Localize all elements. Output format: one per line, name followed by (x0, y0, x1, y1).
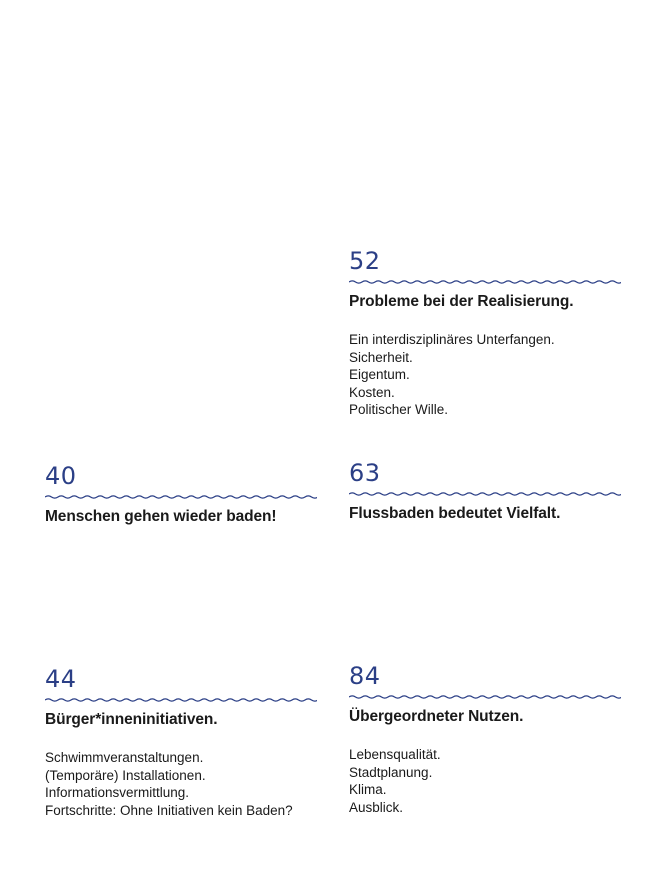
section-title: Probleme bei der Realisierung. (349, 293, 574, 310)
wave-divider (45, 492, 317, 502)
list-item: Fortschritte: Ohne Initiativen kein Baden? (45, 802, 293, 818)
wave-divider (349, 277, 621, 287)
toc-section-40 (45, 464, 317, 526)
list-item: Sicherheit. (349, 349, 413, 365)
list-item: Eigentum. (349, 367, 410, 383)
wave-divider (349, 692, 621, 702)
list-item: Klima. (349, 782, 387, 798)
list-item: (Temporäre) Installationen. (45, 767, 206, 783)
section-title: Übergeordneter Nutzen. (349, 708, 524, 725)
list-item: Ein interdisziplinäres Unterfangen. (349, 332, 555, 347)
section-title: Menschen gehen wieder baden! (45, 508, 277, 525)
section-items (349, 331, 621, 419)
list-item: Stadtplanung. (349, 764, 433, 780)
page-number: 63 (349, 459, 381, 487)
section-items (45, 749, 317, 819)
list-item: Politischer Wille. (349, 402, 449, 418)
wave-path (45, 496, 317, 498)
list-item: Informationsvermittlung. (45, 785, 190, 801)
page-number: 84 (349, 662, 381, 690)
wave-divider (45, 695, 317, 705)
toc-section-84 (349, 664, 621, 816)
wave-path (349, 493, 621, 495)
toc-section-63 (349, 461, 621, 523)
section-title: Bürger*inneninitiativen. (45, 711, 218, 728)
list-item: Ausblick. (349, 799, 404, 815)
wave-path (349, 281, 621, 283)
list-item: Kosten. (349, 384, 395, 400)
toc-section-44 (45, 667, 317, 819)
wave-divider (349, 489, 621, 499)
wave-path (45, 699, 317, 701)
wave-path (349, 696, 621, 698)
page-number: 52 (349, 247, 381, 275)
page-number: 40 (45, 462, 77, 490)
toc-section-52 (349, 249, 621, 419)
section-items (349, 746, 621, 816)
list-item: Lebensqualität. (349, 747, 441, 762)
list-item: Schwimmveranstaltungen. (45, 750, 204, 765)
page-number: 44 (45, 665, 77, 693)
section-title: Flussbaden bedeutet Vielfalt. (349, 505, 561, 522)
